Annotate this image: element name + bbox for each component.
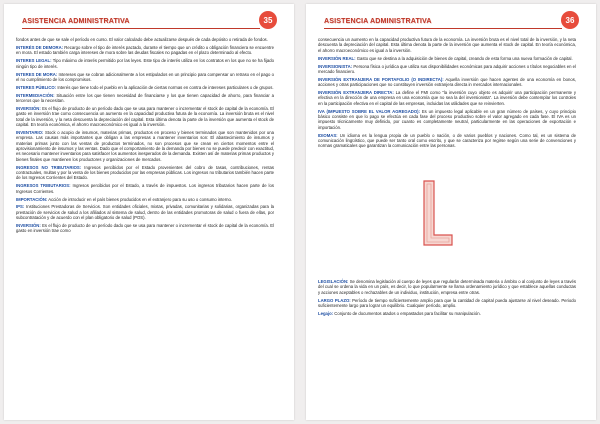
glossary-term: IVA (IMPUESTO SOBRE EL VALOR AGREGADO): — [318, 108, 421, 114]
header-rule — [324, 28, 562, 29]
glossary-term: INVERSIÓN REAL: — [318, 55, 356, 61]
paragraph — [16, 183, 274, 194]
definition-text: Acción de introducir en el país bienes producidos en el extranjero para su uso o consumo interno. — [47, 196, 233, 202]
page-body — [16, 37, 274, 236]
page-header — [22, 15, 277, 32]
definition-text: fondos antes de que se sale el período en curso. El valor calculado debe actualizarse después de cada depósito o retirada de fondos. — [16, 37, 268, 42]
paragraph — [318, 311, 576, 316]
definition-text: Conjunto de documentos atados o empastados para facilitar su manipulación. — [333, 310, 481, 316]
glossary-term: INTERÉS DE DEMORA: — [16, 44, 64, 50]
paragraph — [16, 130, 274, 162]
paragraph — [16, 93, 274, 104]
glossary-term: IMPORTACIÓN: — [16, 196, 48, 202]
definition-text: Persona física o jurídica que utiliza sus disponibilidades económicas para adquirir acciones o títulos negociables en el mercado financiero. — [318, 63, 576, 74]
header-rule — [22, 28, 260, 29]
glossary-term: INTERES PÚBLICO: — [16, 84, 57, 90]
letter-l-text: L — [437, 217, 439, 218]
paragraph — [318, 109, 576, 130]
definition-text: Aquella inversión que hacen agentes de una economía en bonos, acciones y otras participaciones que no constituyen inversión extranjera directa in mercados internacionales. — [318, 76, 576, 88]
glossary-term: LEGISLACIÓN: — [318, 279, 349, 284]
glossary-term: INTERMEDIACIÓN: — [16, 92, 55, 98]
definition-text: consecuencia un aumento en la capacidad productiva futura de la economía. La inversión bruta es el nivel total de la inversión, y la neta descuenta la depreciación del capital. Esta última denota la parte de la inversión que aumenta el stock de capital. En teoría económica, el ahorro macroeconómico es igual a la inversión. — [318, 37, 576, 53]
definition-text: Un idioma es la lengua propia de un pueblo o nación, o de varios pueblos y naciones. Como tal, es un sistema de comunicación lingüístico, que puede ser tanto oral como escrito, y que se caracteriza por regirse según una serie de convenciones y normas gramaticales que garantizan la comunicación entre las personas. — [318, 132, 576, 149]
paragraph — [16, 45, 274, 56]
definition-text: Es un impuesto legal aplicable en un gran número de países, y cuyo principio básico consiste en que lo pago se efectúa en cada fase del proceso productivo sobre el valor agregado en cada fase. El IVA es un impuesto técnicamente muy definido, por cuanto es completamente neutral, particularmente en las operaciones de exportación e importación. — [318, 108, 577, 130]
definition-text: La define el FMI como "la inversión cuyo objeto es adquirir una participación permanente y efectiva en la dirección de una empresa en una economía que no sea la del inversionista". La inversión debe contemplar los controles en la participación efectiva en el capital de las empresas, incluidas las utilidades que se reinvierten. — [318, 90, 576, 106]
definition-text: Ingresos percibidos por el Estado, a través de impuestos. Los ingresos tributarios hacen parte de los Ingresos Corrientes. — [16, 183, 274, 194]
paragraph — [318, 37, 576, 53]
glossary-term: INGRESOS NO TRIBUTARIOS: — [16, 164, 82, 170]
paragraph — [16, 204, 274, 220]
definition-text: Intereses que se cobran adicionalmente a los estipulados en un principio para compensar un retraso en el pago o el no cumplimiento de los compromisos. — [16, 71, 275, 82]
definition-text: Tipo máximo de interés permitido por las leyes. Este tipo de interés utiliza en los contratos en los que no se ha fijado ningún tipo de interés. — [16, 58, 274, 69]
paragraph — [16, 106, 274, 127]
page-body-bottom — [318, 279, 576, 319]
glossary-term: INVERSIÓN EXTRANJERA DE PORTAFOLIO (O INDIRECTA): — [318, 76, 444, 82]
paragraph — [318, 56, 576, 61]
glossary-term: INGRESOS TRIBUTARIOS: — [16, 183, 71, 189]
definition-text: Stock o acopio de insumos, materias primas, productos en proceso y bienes terminados que son mantenidos por una empresa. Las causas más importantes que obligan a las empresas a mantener inventarios son: El abastecimiento de insumos y materias primas junto con las ventas de productos terminados, no son procesos que se crean en ciertos momentos entre el aprovisionamiento de insumos y las ventas. Dado que el comportamiento de la demanda por bienes no se puede predecir con exactitud, es necesario mantener inventarios para satisfacer los aumentos inesperados de la demanda. Existen así de materias primas productos y bienes finales que mantienen los productores y organizaciones de mercados. — [16, 129, 274, 162]
paragraph — [318, 90, 576, 106]
definition-text: Situación entre los que tienen necesidad de financiarse y los que tienen capacidad de ahorro, para financiar a terceros que la necesitan. — [16, 92, 274, 104]
definition-text: Recargo sobre el tipo de interés pactado, durante el tiempo que un crédito u obligación financiera se encuentre en mora. El estado también carga intereses de mora sobre las deudas fiscales no pagadas en el plazo determinado al efecto. — [16, 44, 274, 56]
definition-text: Es el flujo de producto de un período dado que se usa para mantener o incrementar el stock de capital de la economía. El gasto en inversión trae como consecuencia un aumento en la capacidad productiva futura de la economía. La inversión bruta es el nivel total de la inversión, y la neta descuenta la depreciación del capital. Esta última denota la parte de la inversión que aumenta el stock de capital. En teoría económica, el ahorro macroeconómico es igual a la inversión. — [16, 106, 274, 128]
header-title: ASISTENCIA ADMINISTRATIVA — [22, 18, 130, 25]
page-header — [324, 15, 579, 32]
page-number-badge: 36 — [561, 11, 579, 29]
definition-text: Ingresos percibidos por el Estado provenientes del cobro de tasas, contribuciones, rentas contractuales, multas y por la venta de los bienes producidos por las empresas públicas. Los ingresos no tributarios también hacen parte de los Ingresos Corrientes del Estado. — [16, 164, 274, 181]
definition-text: Se denomina legislación al cuerpo de leyes que regularán determinada materia o ámbito o al conjunto de leyes a través del cual se ordena la vida en un país, es decir, lo que popularmente se llama ordenamiento jurídico y que establece aquellas conductas y acciones aceptables o rechazables de un individuo, institución, empresa entre otras. — [318, 279, 576, 295]
paragraph — [318, 279, 576, 295]
glossary-term: INVENTARIO: — [16, 129, 44, 135]
page-right — [306, 4, 596, 420]
glossary-term: INVERSIÓN: — [16, 106, 41, 111]
glossary-term: INVERSIÓN EXTRANJERA DIRECTA: — [318, 90, 394, 96]
definition-text: Interés que tiene todo el pueblo en la aplicación de ciertas normas en contra de intereses particulares o de grupos. — [56, 84, 274, 90]
glossary-term: INTERES DE MORA: — [16, 71, 58, 77]
paragraph — [16, 197, 274, 202]
paragraph — [16, 85, 274, 90]
definition-text: Gasto que se destina a la adquisición de bienes de capital, creando de esta forma una nueva formación de capital. — [355, 55, 573, 61]
definition-text: Es el flujo de producto de un período dado que se usa para mantener o incrementar el stock de capital de la economía. El gasto en inversión trae como — [16, 223, 274, 234]
paragraph — [318, 133, 576, 149]
paragraph — [318, 77, 576, 88]
definition-text: Período de tiempo suficientemente amplio para que la cantidad de capital pueda ajustarse al nivel deseado. Periodo suficientemente largo para lograr un equilibrio. Cualquier período, amplio. — [318, 297, 576, 308]
glossary-term: INVERSIONISTA: — [318, 63, 353, 69]
glossary-term: INTERES LEGAL: — [16, 58, 52, 64]
glossary-term: IPS: — [16, 204, 25, 210]
paragraph — [16, 165, 274, 181]
paragraph — [16, 37, 274, 42]
letter-l-ornament — [418, 177, 458, 249]
glossary-term: LARGO PLAZO: — [318, 297, 351, 303]
definition-text: Instituciones Prestadoras de Servicios. Son entidades oficiales, mixtas, privadas, comunitarias y solidarias, organizadas para la prestación de servicios de salud a los afiliados al sistema de salud, dentro de las entidades promotoras de salud o fuera de ellas, por subcontratación y de acuerdo con el plan obligatorio de salud (POS). — [16, 204, 274, 221]
paragraph — [318, 298, 576, 309]
glossary-term: IDIOMAS: — [318, 132, 338, 138]
page-number-badge: 35 — [259, 11, 277, 29]
page-left — [4, 4, 294, 420]
paragraph — [16, 223, 274, 234]
glossary-term: INVERSIÓN: — [16, 223, 41, 229]
header-title: ASISTENCIA ADMINISTRATIVA — [324, 18, 432, 25]
paragraph — [318, 64, 576, 75]
paragraph — [16, 58, 274, 69]
glossary-term: Legajo: — [318, 310, 334, 316]
page-body-top — [318, 37, 576, 151]
paragraph — [16, 72, 274, 83]
